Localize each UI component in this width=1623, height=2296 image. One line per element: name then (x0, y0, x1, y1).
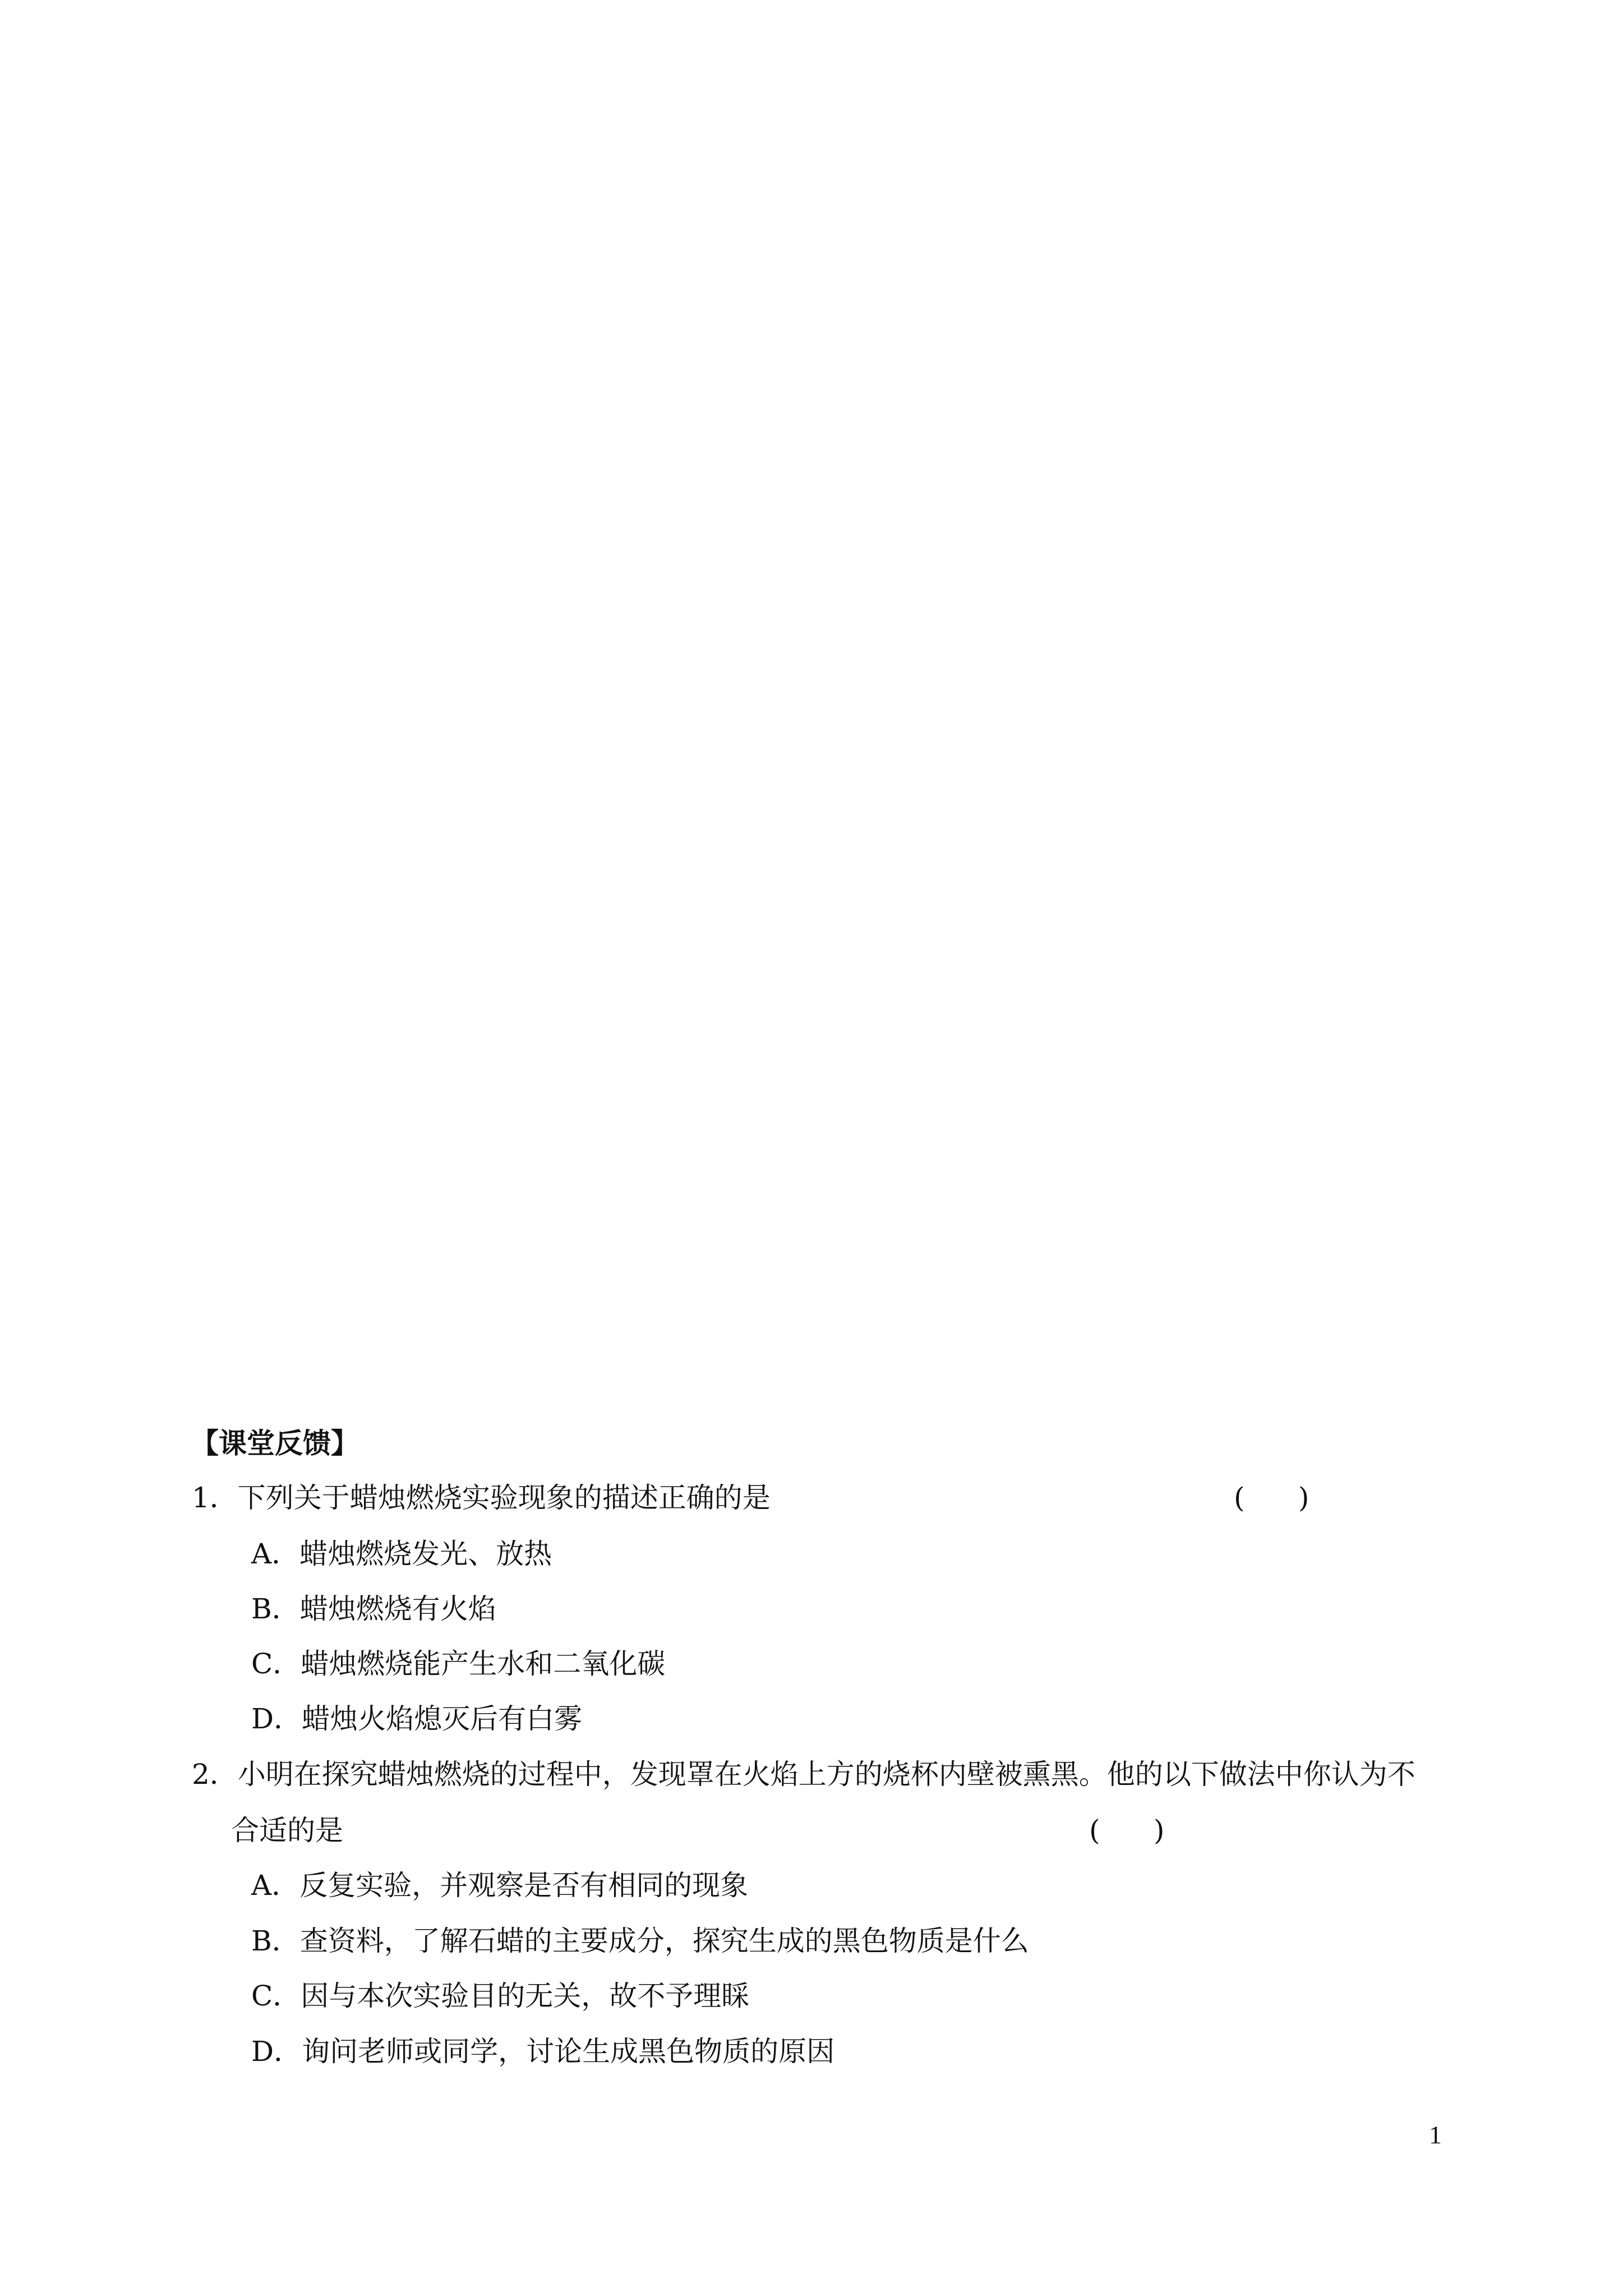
question-1-option-b: B．蜡烛燃烧有火焰 (251, 1593, 496, 1625)
question-1-option-c: C．蜡烛燃烧能产生水和二氧化碳 (251, 1648, 666, 1680)
page-number: 1 (1429, 2120, 1442, 2149)
question-2-option-a: A．反复实验，并观察是否有相同的现象 (251, 1869, 749, 1902)
question-2-option-c: C．因与本次实验目的无关，故不予理睬 (251, 1980, 750, 2012)
question-2-answer-blank[interactable]: ( ) (1089, 1814, 1165, 1847)
question-2-option-d: D．询问老师或同学，讨论生成黑色物质的原因 (251, 2035, 835, 2068)
question-1-stem: 1．下列关于蜡烛燃烧实验现象的描述正确的是 (192, 1481, 771, 1514)
question-2-stem-line-1: 2．小明在探究蜡烛燃烧的过程中，发现罩在火焰上方的烧杯内壁被熏黑。他的以下做法中你认为不 (192, 1758, 1415, 1791)
question-2-option-b: B．查资料，了解石蜡的主要成分，探究生成的黑色物质是什么 (251, 1925, 1029, 1957)
question-2-stem-line-2: 合适的是 (231, 1814, 343, 1847)
question-1-answer-blank[interactable]: ( ) (1234, 1481, 1310, 1514)
question-1-option-d: D．蜡烛火焰熄灭后有白雾 (251, 1703, 583, 1735)
question-1-option-a: A．蜡烛燃烧发光、放热 (251, 1538, 552, 1570)
section-heading: 【课堂反馈】 (191, 1427, 359, 1460)
